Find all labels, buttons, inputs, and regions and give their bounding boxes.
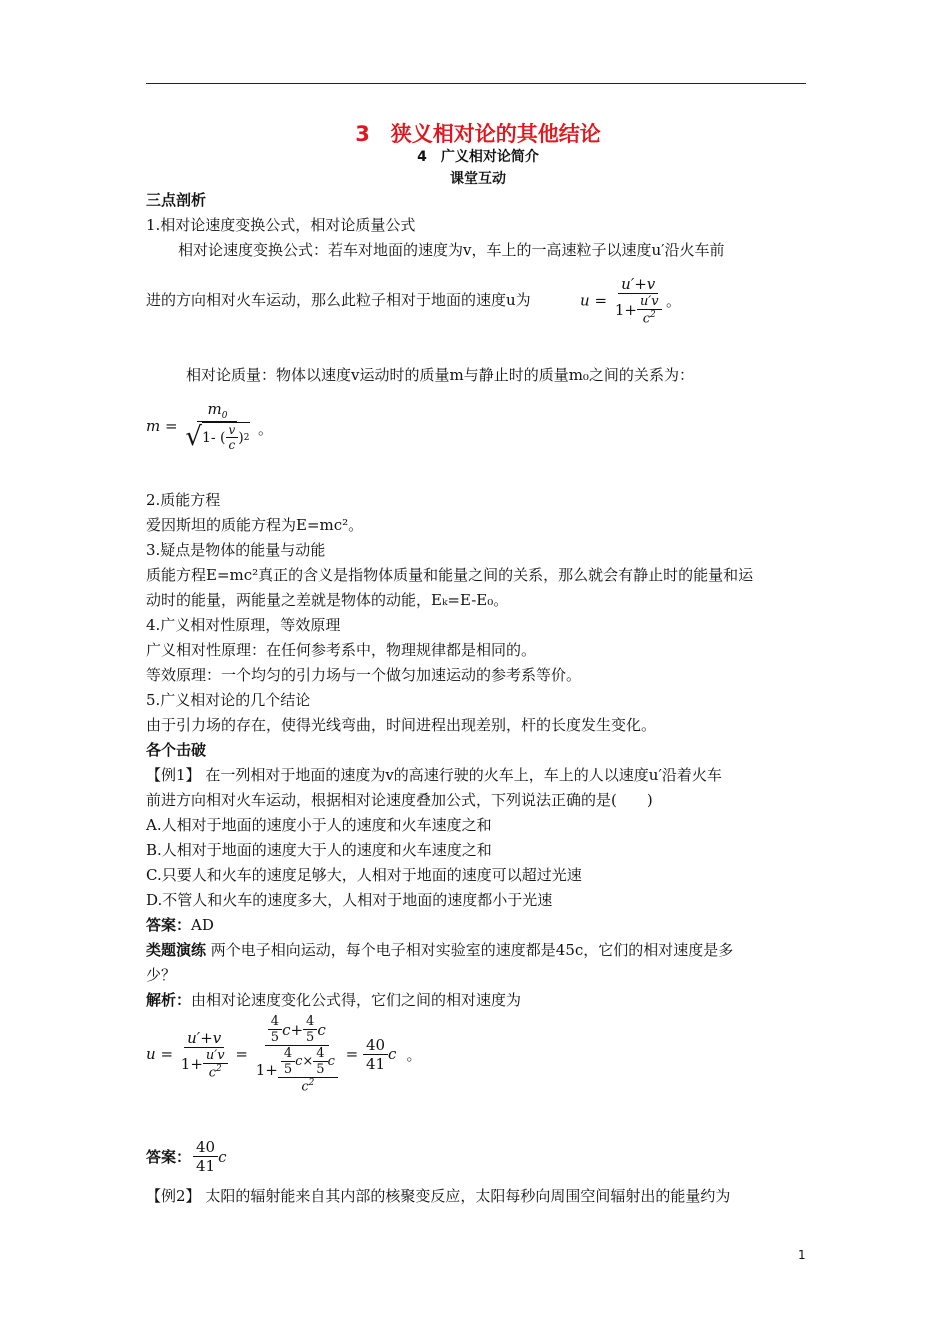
option-c: C.只要人和火车的速度足够大，人相对于地面的速度可以超过光速 xyxy=(146,866,582,884)
drill-line-a xyxy=(146,940,733,960)
mass-formula: m = $m_0$ √ 1- ( $\frac{v}{c}$ ) 2 xyxy=(146,400,250,452)
point3-title: 3.疑点是物体的能量与动能 xyxy=(146,541,326,559)
velocity-formula-end: 。 xyxy=(666,292,682,310)
mass-text: 相对论质量：物体以速度v运动时的质量m与静止时的质量m₀之间的关系为： xyxy=(186,366,694,384)
point4-title: 4.广义相对性原理，等效原理 xyxy=(146,616,341,634)
point4-text-b: 等效原理：一个均匀的引力场与一个做匀加速运动的参考系等价。 xyxy=(146,666,582,684)
point3-text-a: 质能方程E=mc²真正的含义是指物体质量和能量之间的关系，那么就会有静止时的能量和运 xyxy=(146,566,754,584)
point2-text: 爱因斯坦的质能方程为E=mc²。 xyxy=(146,516,364,534)
drill-label: 类题演练 xyxy=(146,941,207,959)
point4-text-a: 广义相对性原理：在任何参考系中，物理规律都是相同的。 xyxy=(146,641,537,659)
page-title: 3 狭义相对论的其他结论 xyxy=(355,122,601,146)
point5-title: 5.广义相对论的几个结论 xyxy=(146,691,311,709)
heading-each-break: 各个击破 xyxy=(146,741,207,759)
option-b: B.人相对于地面的速度大于人的速度和火车速度之和 xyxy=(146,841,492,859)
option-d: D.不管人和火车的速度多大，人相对于地面的速度都小于光速 xyxy=(146,891,553,909)
answer2: 答案： $\frac{40}{41}$ c xyxy=(146,1138,227,1175)
solution-label: 解析： xyxy=(146,991,192,1009)
example1-text-a: 在一列相对于地面的速度为v的高速行驶的火车上，车上的人以速度u′沿着火车 xyxy=(200,766,722,784)
drill-text-a: 两个电子相向运动，每个电子相对实验室的速度都是45c，它们的相对速度是多 xyxy=(206,941,734,959)
point1-title: 1.相对论速度变换公式，相对论质量公式 xyxy=(146,216,416,234)
solution-text: 由相对论速度变化公式得，它们之间的相对速度为 xyxy=(191,991,522,1009)
example2-line xyxy=(146,1186,730,1206)
answer1-label: 答案： xyxy=(146,916,192,934)
page-number: 1 xyxy=(798,1248,806,1262)
example1-line-a xyxy=(146,765,722,785)
header-rule xyxy=(146,83,806,84)
example1-text-b: 前进方向相对火车运动，根据相对论速度叠加公式，下列说法正确的是( ) xyxy=(146,791,653,809)
mass-formula-end: 。 xyxy=(258,420,274,438)
example2-text: 太阳的辐射能来自其内部的核聚变反应，太阳每秒向周围空间辐射出的能量约为 xyxy=(200,1187,731,1205)
section-title: 课堂互动 xyxy=(450,171,506,187)
answer1-value: AD xyxy=(191,916,214,934)
point3-text-b: 动时的能量，两能量之差就是物体的动能，Eₖ=E-E₀。 xyxy=(146,591,509,609)
point1-text-a: 相对论速度变换公式：若车对地面的速度为v，车上的一高速粒子以速度u′沿火车前 xyxy=(178,241,725,259)
example2-tag: 【例2】 xyxy=(146,1187,201,1205)
solution-line xyxy=(146,990,521,1010)
example1-tag: 【例1】 xyxy=(146,766,201,784)
point2-title: 2.质能方程 xyxy=(146,491,221,509)
point5-text: 由于引力场的存在，使得光线弯曲，时间进程出现差别，杆的长度发生变化。 xyxy=(146,716,657,734)
drill-text-b: 少？ xyxy=(146,966,177,984)
point1-text-b: 进的方向相对火车运动，那么此粒子相对于地面的速度u为 xyxy=(146,291,531,309)
option-a: A.人相对于地面的速度小于人的速度和火车速度之和 xyxy=(146,816,492,834)
heading-three-points: 三点剖析 xyxy=(146,191,207,209)
answer2-label: 答案： xyxy=(146,1148,192,1166)
solution-formula: u = u′+v 1+ $\frac{u'v}{c^2}$ = $\frac{4}{5}$ c + $\frac{4}{5}$ c 1+ $\frac{4}{5}$ c × $\frac{4}{5}$ c $c^2$ = $\frac{40}{41}$ c 。 xyxy=(146,1014,422,1095)
answer1 xyxy=(146,915,214,935)
velocity-formula: u = u′+v 1+ $\frac{u'v}{c^2}$ xyxy=(580,275,665,326)
page-subtitle: 4 广义相对论简介 xyxy=(417,149,539,165)
solution-formula-end: 。 xyxy=(406,1045,422,1064)
